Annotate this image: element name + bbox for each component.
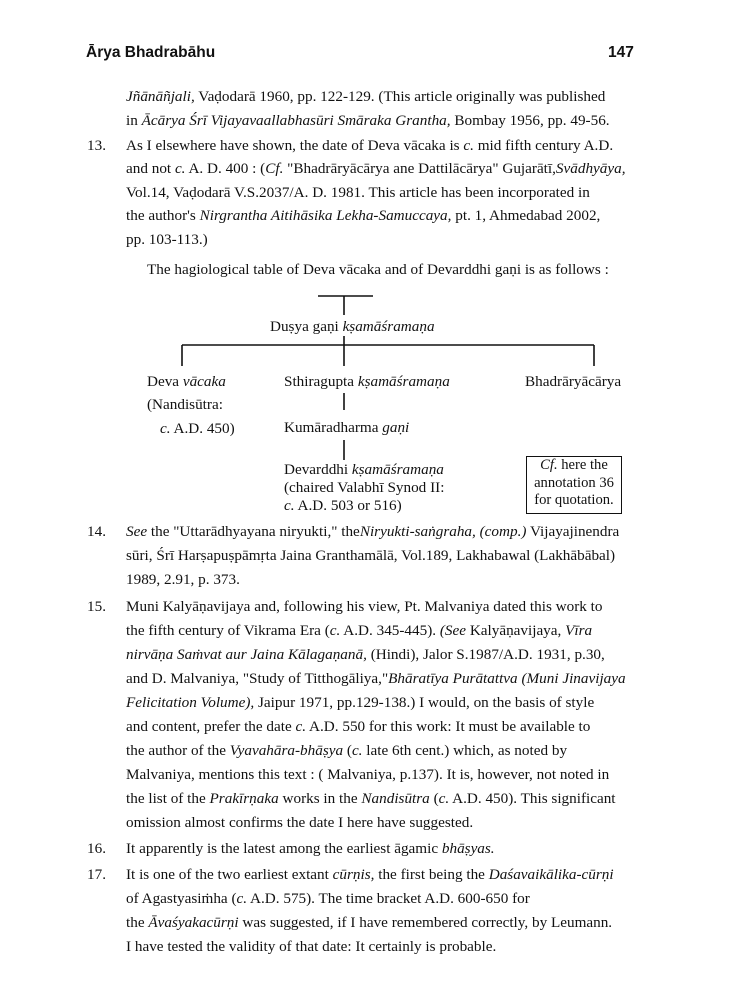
note17-line4: I have tested the validity of that date: It certainly is probable. [126, 938, 497, 955]
note14-number: 14. [87, 523, 106, 540]
note15-line7: the author of the Vyavahāra-bhāṣya (c. late 6th cent.) which, as noted by [126, 742, 568, 759]
note15-line3: nirvāṇa Saṁvat aur Jaina Kālagaṇanā, (Hindi), Jalor S.1987/A.D. 1931, p.30, [126, 646, 605, 663]
note15-line9: the list of the Prakīrṇaka works in the Nandisūtra (c. A.D. 450). This significant [126, 790, 616, 807]
note14-line1: See the "Uttarādhyayana niryukti," theNiryukti-saṅgraha, (comp.) Vijayajinendra [126, 523, 620, 540]
note14-line3: 1989, 2.91, p. 373. [126, 571, 240, 588]
note15-line5: Felicitation Volume), Jaipur 1971, pp.129-138.) I would, on the basis of style [126, 694, 595, 711]
root-node: Duṣya gaṇi kṣamāśramaṇa [270, 318, 435, 335]
note17-line3: the Āvaśyakacūrṇi was suggested, if I have remembered correctly, by Leumann. [126, 914, 613, 931]
note12-line2: in Ācārya Śrī Vijayavaallabhasūri Smāraka Grantha, Bombay 1956, pp. 49-56. [126, 112, 610, 129]
note13-line3: Vol.14, Vaḍodarā V.S.2037/A. D. 1981. This article has been incorporated in [126, 184, 590, 201]
note16-line1: It apparently is the latest among the earliest āgamic bhāṣyas. [126, 840, 495, 857]
left-node-date: c. A.D. 450) [160, 420, 235, 437]
note14-line2: sūri, Śrī Harṣapuṣpāmṛta Jaina Granthamālā, Vol.189, Lakhabawal (Lakhābābal) [126, 547, 616, 564]
annotation-box: Cf. here the annotation 36 for quotation. [526, 456, 622, 514]
note15-line8: Malvaniya, mentions this text : ( Malvaniya, p.137). It is, however, not noted in [126, 766, 610, 783]
note15-line6: and content, prefer the date c. A.D. 550 for this work: It must be available to [126, 718, 591, 735]
note16-number: 16. [87, 840, 106, 857]
note17-line2: of Agastyasiṁha (c. A.D. 575). The time bracket A.D. 600-650 for [126, 890, 530, 907]
left-node-note: (Nandisūtra: [147, 396, 223, 413]
note13-line5: pp. 103-113.) [126, 231, 208, 248]
note15-line4: and D. Malvaniya, "Study of Titthogāliya,"Bhāratīya Purātattva (Muni Jinavijaya [126, 670, 626, 687]
note13-number: 13. [87, 137, 106, 154]
note17-line1: It is one of the two earliest extant cūrṇis, the first being the Daśavaikālika-cūrṇi [126, 866, 614, 883]
mid-node-devarddhi: Devarddhi kṣamāśramaṇa [284, 461, 444, 478]
mid-node-devarddhi-note: (chaired Valabhī Synod II: [284, 479, 445, 496]
note15-line2: the fifth century of Vikrama Era (c. A.D. 345-445). (See Kalyāṇavijaya, Vīra [126, 622, 593, 639]
note17-number: 17. [87, 866, 106, 883]
mid-node-devarddhi-date: c. A.D. 503 or 516) [284, 497, 402, 514]
mid-node-kumaradharma: Kumāradharma gaṇi [284, 419, 410, 436]
note15-line10: omission almost confirms the date I here have suggested. [126, 814, 474, 831]
note13-line1: As I elsewhere have shown, the date of Deva vācaka is c. mid fifth century A.D. [126, 137, 614, 154]
running-title: Ārya Bhadrabāhu [86, 44, 216, 61]
note15-number: 15. [87, 598, 106, 615]
note15-line1: Muni Kalyāṇavijaya and, following his view, Pt. Malvaniya dated this work to [126, 598, 603, 615]
mid-node-sthiragupta: Sthiragupta kṣamāśramaṇa [284, 373, 450, 390]
left-node-name: Deva vācaka [147, 373, 226, 390]
note13-line4: the author's Nirgrantha Aitihāsika Lekha-Samuccaya, pt. 1, Ahmedabad 2002, [126, 207, 601, 224]
table-intro: The hagiological table of Deva vācaka and of Devarddhi gaṇi is as follows : [147, 261, 609, 278]
note12-line1: Jñānāñjali, Vaḍodarā 1960, pp. 122-129. (This article originally was published [126, 88, 606, 105]
note13-line2: and not c. A. D. 400 : (Cf. "Bhadrāryācārya ane Dattilācārya" Gujarātī,Svādhyāya, [126, 160, 626, 177]
right-node-bhadraryacarya: Bhadrāryācārya [525, 373, 622, 390]
page-number: 147 [608, 44, 634, 61]
